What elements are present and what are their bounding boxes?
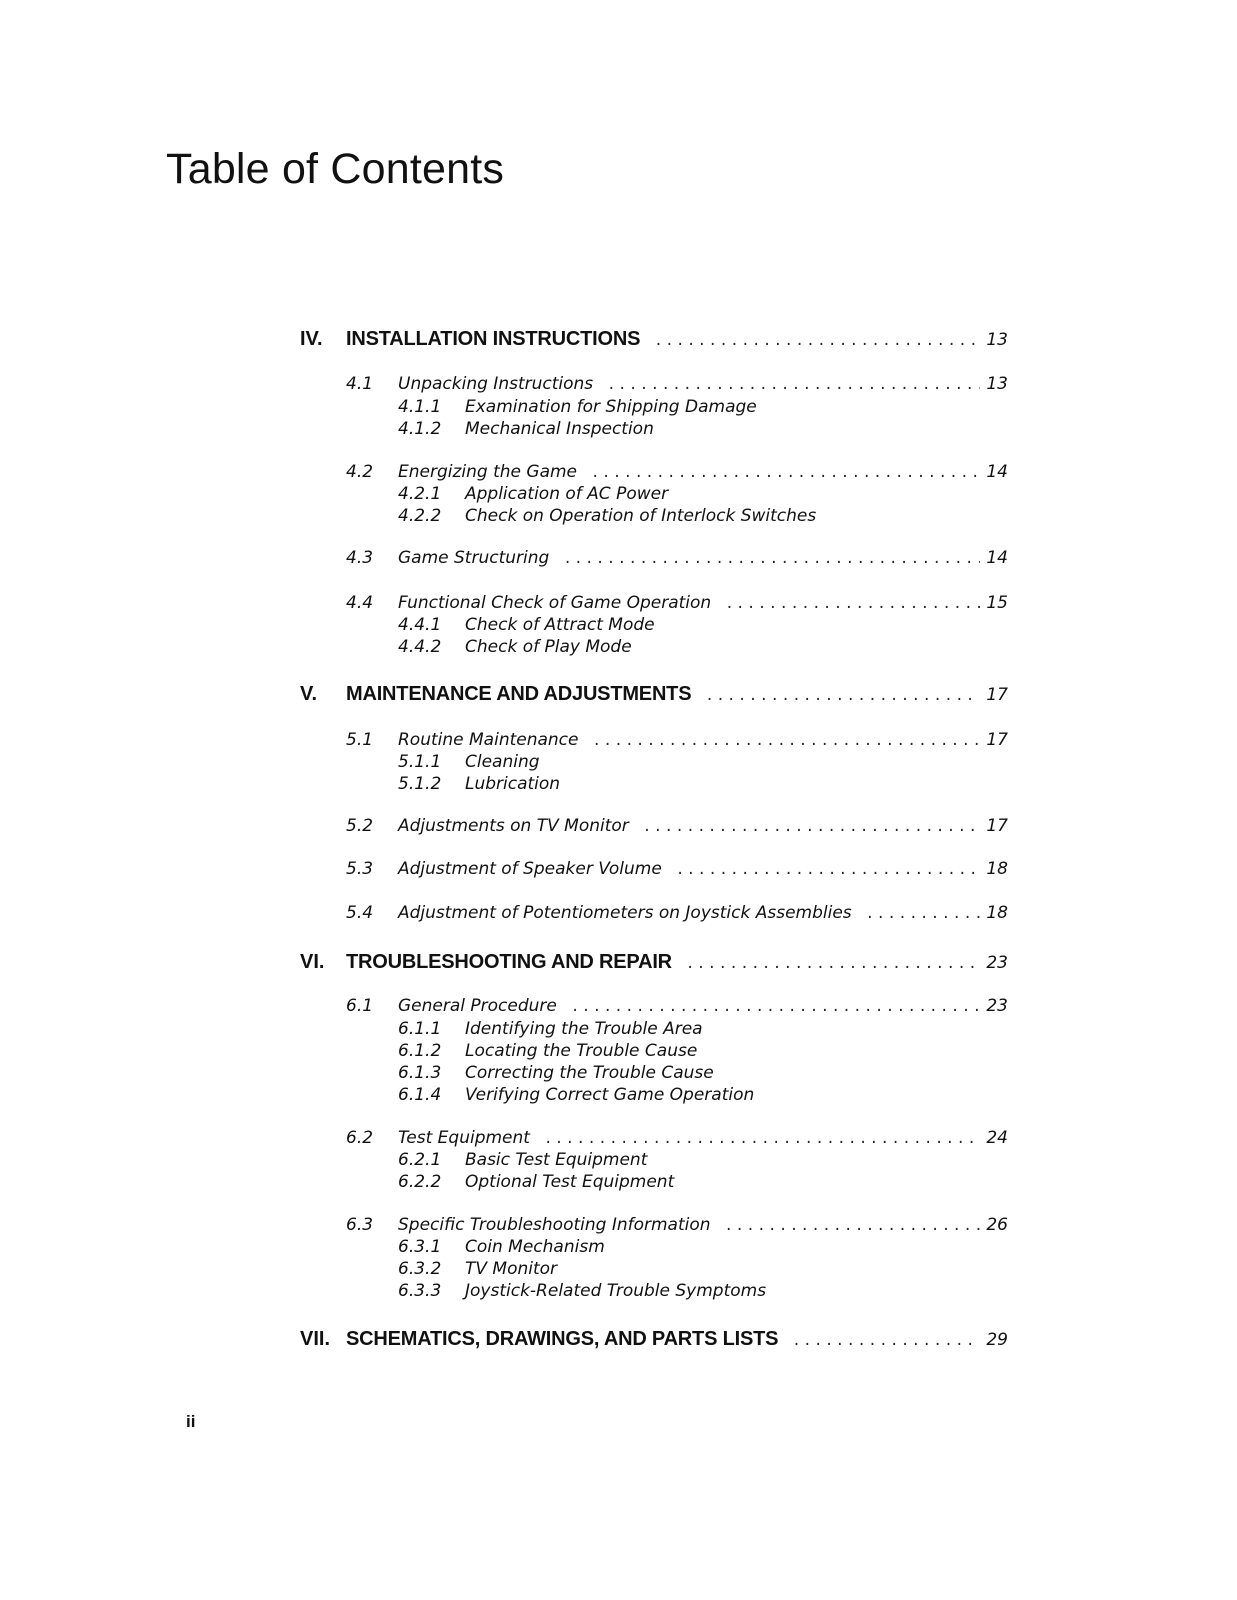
- entry-number: 4.1.1: [398, 397, 442, 417]
- toc-entry-4-2-2[interactable]: [300, 506, 1008, 530]
- toc-section-vii[interactable]: [300, 1328, 1008, 1356]
- entry-title: Adjustment of Potentiometers on Joystick Assemblies: [398, 903, 852, 923]
- toc-entry-4-2[interactable]: [300, 462, 1008, 486]
- entry-number: 6.1.2: [398, 1041, 442, 1061]
- dot-leader: [643, 819, 981, 835]
- toc-entry-4-1-2[interactable]: [300, 419, 1008, 443]
- page-number: 17: [986, 730, 1008, 750]
- section-title: SCHEMATICS, DRAWINGS, AND PARTS LISTS: [346, 1328, 779, 1350]
- entry-title: Coin Mechanism: [465, 1237, 605, 1257]
- page-number: 23: [986, 996, 1008, 1016]
- entry-number: 6.3: [346, 1215, 374, 1235]
- entry-number: 6.2.2: [398, 1172, 442, 1192]
- dot-leader: [544, 1131, 980, 1147]
- section-title: INSTALLATION INSTRUCTIONS: [346, 328, 641, 350]
- dot-leader: [591, 465, 980, 481]
- entry-title: Test Equipment: [398, 1128, 530, 1148]
- dot-leader: [686, 956, 980, 972]
- entry-title: Identifying the Trouble Area: [465, 1019, 703, 1039]
- toc-entry-6-3-3[interactable]: [300, 1281, 1008, 1305]
- entry-title: Functional Check of Game Operation: [398, 593, 712, 613]
- page-number: 17: [986, 816, 1008, 836]
- entry-number: 4.2.2: [398, 506, 442, 526]
- toc-entry-6-1-3[interactable]: [300, 1063, 1008, 1087]
- entry-number: 6.3.3: [398, 1281, 442, 1301]
- entry-title: Verifying Correct Game Operation: [465, 1085, 755, 1105]
- dot-leader: [571, 999, 980, 1015]
- entry-number: 5.2: [346, 816, 374, 836]
- dot-leader: [705, 688, 980, 704]
- entry-number: 4.4.1: [398, 615, 442, 635]
- entry-title: General Procedure: [398, 996, 557, 1016]
- entry-title: Correcting the Trouble Cause: [465, 1063, 714, 1083]
- entry-number: 5.4: [346, 903, 374, 923]
- toc-entry-5-1-1[interactable]: [300, 752, 1008, 776]
- entry-title: Specific Troubleshooting Information: [398, 1215, 711, 1235]
- entry-title: Joystick-Related Trouble Symptoms: [465, 1281, 767, 1301]
- toc-section-vi[interactable]: [300, 951, 1008, 979]
- page-number: 18: [986, 903, 1008, 923]
- page-number: 29: [986, 1330, 1008, 1350]
- page-number: 26: [986, 1215, 1008, 1235]
- toc-entry-6-1-1[interactable]: [300, 1019, 1008, 1043]
- entry-number: 4.1.2: [398, 419, 442, 439]
- entry-number: 6.3.2: [398, 1259, 442, 1279]
- toc-entry-6-2-1[interactable]: [300, 1150, 1008, 1174]
- dot-leader: [593, 733, 981, 749]
- toc-entry-6-1-2[interactable]: [300, 1041, 1008, 1065]
- toc-entry-4-4-1[interactable]: [300, 615, 1008, 639]
- entry-number: 5.1.2: [398, 774, 442, 794]
- page-title: Table of Contents: [166, 145, 505, 193]
- page-number: 18: [986, 859, 1008, 879]
- dot-leader: [725, 1218, 981, 1234]
- toc-entry-6-3[interactable]: [300, 1215, 1008, 1239]
- page-number: 14: [986, 462, 1008, 482]
- toc-entry-4-4[interactable]: [300, 593, 1008, 617]
- toc-entry-5-3[interactable]: [300, 859, 1008, 883]
- section-number: IV.: [300, 328, 323, 350]
- entry-title: Check of Play Mode: [465, 637, 632, 657]
- page-number: 17: [986, 685, 1008, 705]
- entry-title: Check on Operation of Interlock Switches: [465, 506, 817, 526]
- toc-entry-4-3[interactable]: [300, 548, 1008, 572]
- toc-entry-6-3-2[interactable]: [300, 1259, 1008, 1283]
- entry-title: Check of Attract Mode: [465, 615, 655, 635]
- page-number: 13: [986, 374, 1008, 394]
- toc-entry-6-2-2[interactable]: [300, 1172, 1008, 1196]
- entry-number: 4.2: [346, 462, 374, 482]
- page-number: 15: [986, 593, 1008, 613]
- toc-entry-6-2[interactable]: [300, 1128, 1008, 1152]
- page-folio: ii: [186, 1412, 196, 1431]
- page-number: 13: [986, 330, 1008, 350]
- toc-entry-6-1[interactable]: [300, 996, 1008, 1020]
- entry-number: 6.2: [346, 1128, 374, 1148]
- dot-leader: [654, 333, 980, 349]
- toc-entry-6-1-4[interactable]: [300, 1085, 1008, 1109]
- section-number: V.: [300, 683, 318, 705]
- entry-number: 6.1: [346, 996, 374, 1016]
- section-number: VI.: [300, 951, 325, 973]
- entry-number: 5.3: [346, 859, 374, 879]
- entry-title: Application of AC Power: [465, 484, 669, 504]
- entry-number: 6.1.3: [398, 1063, 442, 1083]
- entry-number: 5.1: [346, 730, 374, 750]
- entry-number: 5.1.1: [398, 752, 442, 772]
- entry-title: Adjustments on TV Monitor: [398, 816, 629, 836]
- entry-title: Locating the Trouble Cause: [465, 1041, 698, 1061]
- entry-title: Adjustment of Speaker Volume: [398, 859, 662, 879]
- toc-entry-5-1[interactable]: [300, 730, 1008, 754]
- entry-title: Game Structuring: [398, 548, 550, 568]
- entry-number: 6.1.4: [398, 1085, 442, 1105]
- dot-leader: [676, 862, 981, 878]
- dot-leader: [792, 1333, 980, 1349]
- toc-entry-5-4[interactable]: [300, 903, 1008, 927]
- toc-entry-5-2[interactable]: [300, 816, 1008, 840]
- section-number: VII.: [300, 1328, 331, 1350]
- toc-entry-4-1[interactable]: [300, 374, 1008, 398]
- entry-title: Optional Test Equipment: [465, 1172, 675, 1192]
- entry-title: Basic Test Equipment: [465, 1150, 648, 1170]
- dot-leader: [866, 906, 981, 922]
- entry-number: 6.3.1: [398, 1237, 442, 1257]
- entry-title: Examination for Shipping Damage: [465, 397, 757, 417]
- entry-number: 4.1: [346, 374, 374, 394]
- entry-number: 6.1.1: [398, 1019, 442, 1039]
- entry-number: 4.4: [346, 593, 374, 613]
- section-title: TROUBLESHOOTING AND REPAIR: [346, 951, 672, 973]
- toc-section-v[interactable]: [300, 683, 1008, 711]
- entry-title: Routine Maintenance: [398, 730, 579, 750]
- toc-section-iv[interactable]: [300, 328, 1008, 356]
- table-of-contents: [300, 0, 1008, 1600]
- page-number: 24: [986, 1128, 1008, 1148]
- entry-title: Unpacking Instructions: [398, 374, 594, 394]
- page-number: 14: [986, 548, 1008, 568]
- entry-number: 6.2.1: [398, 1150, 442, 1170]
- entry-number: 4.4.2: [398, 637, 442, 657]
- page-number: 23: [986, 953, 1008, 973]
- toc-entry-6-3-1[interactable]: [300, 1237, 1008, 1261]
- entry-number: 4.3: [346, 548, 374, 568]
- entry-title: TV Monitor: [465, 1259, 558, 1279]
- entry-title: Lubrication: [465, 774, 561, 794]
- entry-title: Energizing the Game: [398, 462, 578, 482]
- entry-title: Mechanical Inspection: [465, 419, 654, 439]
- dot-leader: [725, 596, 980, 612]
- toc-entry-5-1-2[interactable]: [300, 774, 1008, 798]
- entry-number: 4.2.1: [398, 484, 442, 504]
- dot-leader: [607, 377, 980, 393]
- section-title: MAINTENANCE AND ADJUSTMENTS: [346, 683, 692, 705]
- toc-entry-4-2-1[interactable]: [300, 484, 1008, 508]
- toc-entry-4-1-1[interactable]: [300, 397, 1008, 421]
- toc-entry-4-4-2[interactable]: [300, 637, 1008, 661]
- dot-leader: [563, 551, 980, 567]
- entry-title: Cleaning: [465, 752, 540, 772]
